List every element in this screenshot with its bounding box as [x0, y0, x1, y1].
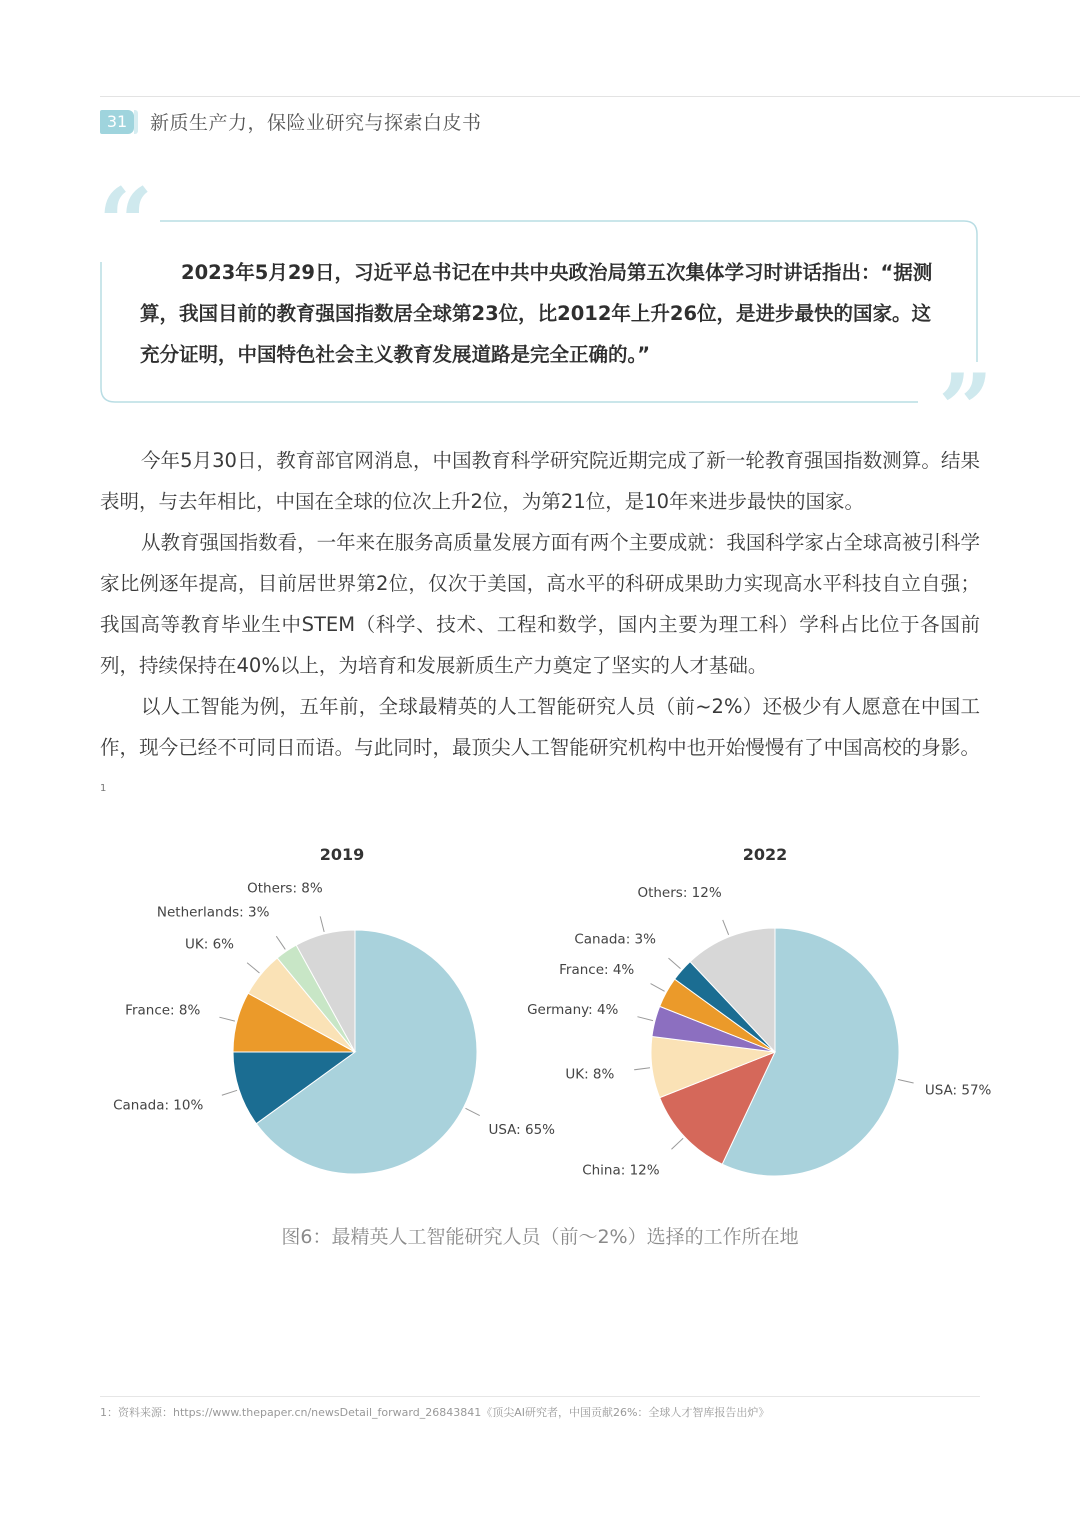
leader-line-0-5	[320, 916, 324, 931]
quote-text	[140, 252, 940, 375]
leader-line-1-0	[898, 1079, 914, 1082]
slice-label-1-3: Germany: 4%	[527, 1002, 619, 1019]
slice-label-0-5: Others: 8%	[247, 880, 323, 897]
leader-line-1-2	[634, 1068, 650, 1070]
slice-label-0-0: USA: 65%	[488, 1122, 556, 1139]
leader-line-0-4	[276, 936, 285, 949]
slice-label-1-2: UK: 8%	[565, 1066, 615, 1083]
page-number-badge: 31	[100, 110, 134, 134]
body-paragraph-1: 今年5月30日，教育部官网消息，中国教育科学研究院近期完成了新一轮教育强国指数测算。结果表明，与去年相比，中国在全球的位次上升2位，为第21位，是10年来进步最快的国家。	[100, 449, 980, 513]
chart-title-0: 2019	[319, 845, 365, 864]
chart-title-1: 2022	[742, 845, 788, 864]
leader-line-0-0	[465, 1108, 479, 1115]
header-rule	[100, 96, 1080, 97]
slice-label-1-4: France: 4%	[559, 962, 635, 979]
leader-line-1-1	[671, 1138, 683, 1149]
open-quote-mark: “	[98, 167, 154, 280]
body-text	[100, 440, 980, 813]
body-paragraph-3	[100, 686, 980, 813]
pie-charts	[100, 828, 992, 1188]
figure-caption: 图6：最精英人工智能研究人员（前～2%）选择的工作所在地	[281, 1226, 799, 1248]
leader-line-0-2	[219, 1017, 234, 1021]
close-quote-mark: ”	[938, 353, 994, 466]
header-title: 新质生产力，保险业研究与探索白皮书	[150, 112, 482, 134]
slice-label-0-2: France: 8%	[125, 1002, 201, 1019]
footnote-ref: 1	[100, 783, 107, 794]
leader-line-1-6	[723, 920, 729, 935]
footnote: 1：资料来源：https://www.thepaper.cn/newsDetail_forward_26843841《顶尖AI研究者，中国贡献26%：全球人才智库报告出炉》	[100, 1406, 770, 1419]
slice-label-1-6: Others: 12%	[637, 885, 722, 902]
body-paragraph-2: 从教育强国指数看，一年来在服务高质量发展方面有两个主要成就：我国科学家占全球高被引科学家比例逐年提高，目前居世界第2位，仅次于美国，高水平的科研成果助力实现高水平科技自立自强；我国高等教育毕业生中STEM（科学、技术、工程和数学，国内主要为理工科）学科占比位于各国前列，持续保持在40%以上，为培育和发展新质生产力奠定了坚实的人才基础。	[100, 531, 980, 677]
leader-line-0-3	[247, 963, 259, 973]
leader-line-0-1	[222, 1090, 237, 1095]
slice-label-1-5: Canada: 3%	[574, 931, 656, 948]
leader-line-1-3	[637, 1017, 652, 1021]
slice-label-0-3: UK: 6%	[185, 936, 235, 953]
body-paragraph-3-text: 以人工智能为例，五年前，全球最精英的人工智能研究人员（前~2%）还极少有人愿意在中国工作，现今已经不可同日而语。与此同时，最顶尖人工智能研究机构中也开始慢慢有了中国高校的身影。	[100, 695, 980, 759]
quote-paragraph: 2023年5月29日，习近平总书记在中共中央政治局第五次集体学习时讲话指出：“据测算，我国目前的教育强国指数居全球第23位，比2012年上升26位，是进步最快的国家。这充分证明，中国特色社会主义教育发展道路是完全正确的。”	[140, 261, 933, 366]
slice-label-0-4: Netherlands: 3%	[156, 904, 270, 921]
slice-label-1-1: China: 12%	[582, 1162, 660, 1179]
leader-line-1-5	[668, 958, 680, 969]
slice-label-1-0: USA: 57%	[924, 1082, 992, 1099]
leader-line-1-4	[651, 984, 665, 992]
slice-label-0-1: Canada: 10%	[113, 1097, 204, 1114]
footnote-rule	[100, 1396, 980, 1397]
